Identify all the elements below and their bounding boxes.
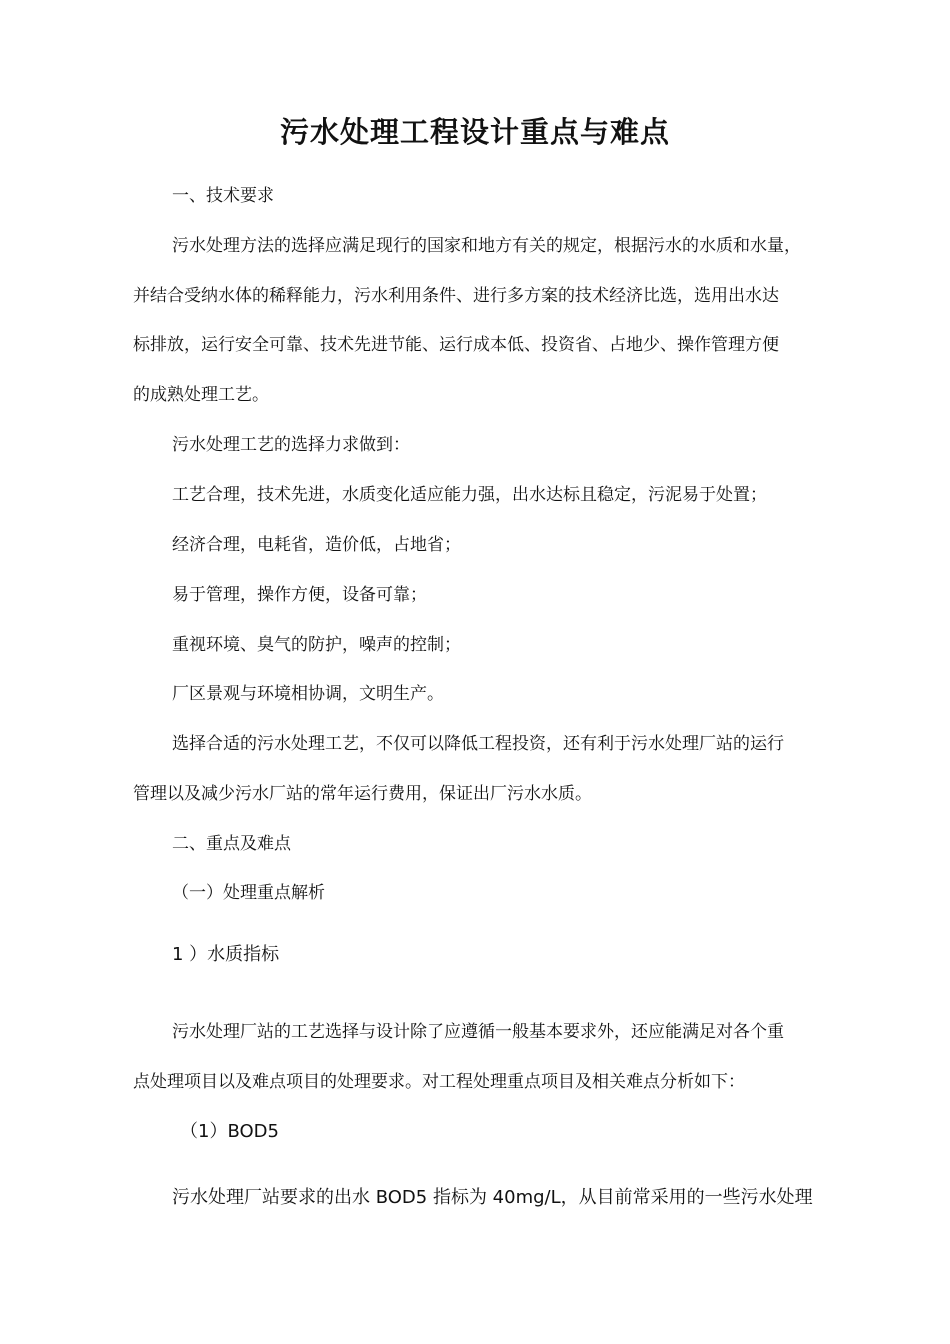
list-item: 厂区景观与环境相协调，文明生产。 <box>172 684 444 704</box>
section-heading-key-points: 二、重点及难点 <box>172 834 291 854</box>
paragraph-line: 管理以及减少污水厂站的常年运行费用，保证出厂污水水质。 <box>133 784 592 804</box>
subsection-heading: 1 ）水质指标 <box>172 944 280 965</box>
paragraph-line: 污水处理厂站要求的出水 BOD5 指标为 40mg/L，从目前常采用的一些污水处理 <box>172 1187 813 1208</box>
document-title: 污水处理工程设计重点与难点 <box>279 115 670 149</box>
paragraph-line: 点处理项目以及难点项目的处理要求。对工程处理重点项目及相关难点分析如下： <box>133 1072 745 1092</box>
paragraph-line: 选择合适的污水处理工艺，不仅可以降低工程投资，还有利于污水处理厂站的运行 <box>172 734 784 754</box>
paragraph-line: 污水处理工艺的选择力求做到： <box>172 435 410 455</box>
item-heading-bod5: （1）BOD5 <box>180 1121 279 1142</box>
section-heading-technical-requirements: 一、技术要求 <box>172 186 274 206</box>
list-item: 工艺合理，技术先进，水质变化适应能力强，出水达标且稳定，污泥易于处置； <box>172 485 767 505</box>
list-item: 易于管理，操作方便，设备可靠； <box>172 585 427 605</box>
subsection-heading: （一）处理重点解析 <box>172 883 325 903</box>
paragraph-line: 污水处理方法的选择应满足现行的国家和地方有关的规定，根据污水的水质和水量， <box>172 236 801 256</box>
list-item: 重视环境、臭气的防护，噪声的控制； <box>172 635 461 655</box>
paragraph-line: 并结合受纳水体的稀释能力，污水利用条件、进行多方案的技术经济比选，选用出水达 <box>133 286 779 306</box>
paragraph-line: 的成熟处理工艺。 <box>133 385 269 405</box>
paragraph-line: 标排放，运行安全可靠、技术先进节能、运行成本低、投资省、占地少、操作管理方便 <box>133 335 779 355</box>
paragraph-line: 污水处理厂站的工艺选择与设计除了应遵循一般基本要求外，还应能满足对各个重 <box>172 1022 784 1042</box>
list-item: 经济合理，电耗省，造价低，占地省； <box>172 535 461 555</box>
